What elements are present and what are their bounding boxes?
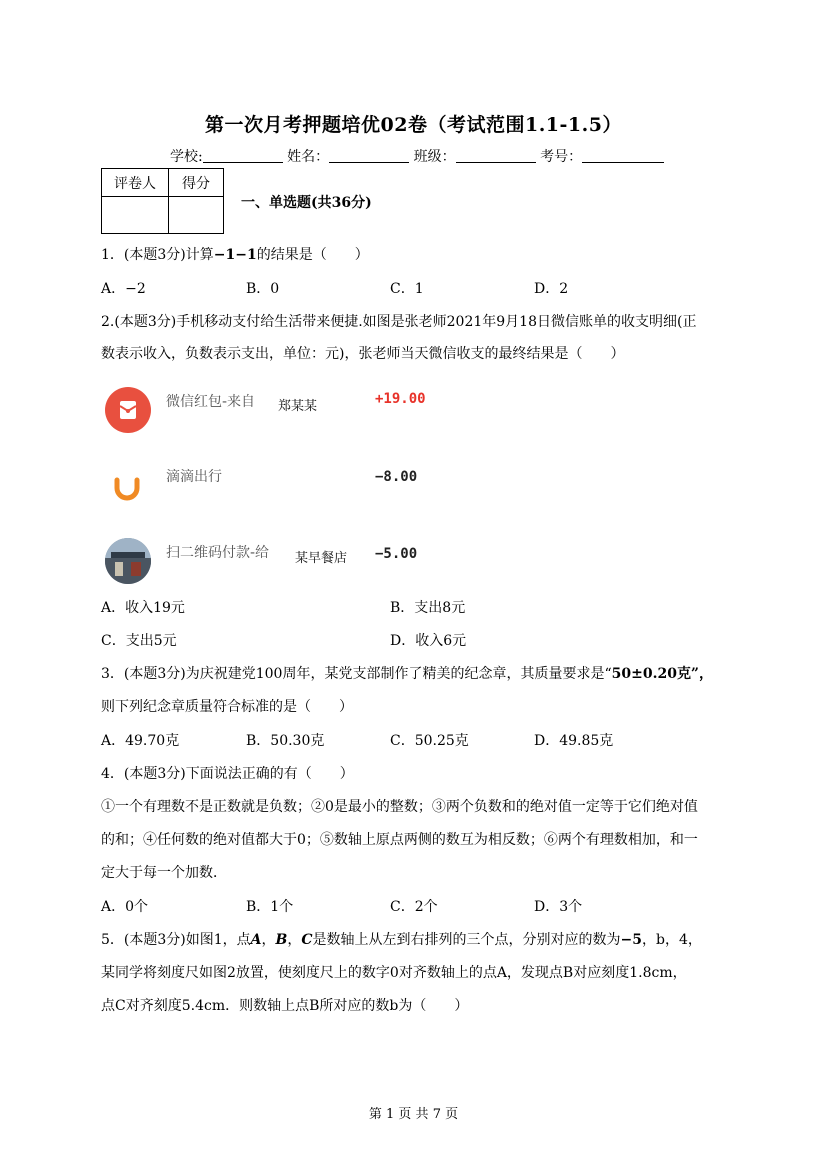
grader-header: 评卷人 [102,169,169,197]
q2-option-a: A．收入19元 [101,600,185,616]
q1-expression: −1−1 [213,247,257,263]
bill-1-name: 郑某某 [278,399,318,414]
red-packet-icon [105,387,151,433]
class-label: 班级： [413,149,456,165]
q5-line-3: 点C对齐刻度5.4cm．则数轴上点B所对应的数b为（ ） [101,998,469,1014]
bill-3-label: 扫二维码付款-给 [166,545,270,561]
bill-3-amount: −5.00 [375,546,418,562]
page-title: 第一次月考押题培优02卷（考试范围1.1-1.5） [205,114,622,136]
q1-stem-end: 的结果是（ ） [256,247,369,263]
bill-1-amount: +19.00 [375,391,426,407]
q4-line-3: 的和；④任何数的绝对值都大于0；⑤数轴上原点两侧的数互为相反数；⑥两个有理数相加，和一 [101,832,698,848]
q4-option-c: C．2个 [390,899,438,915]
q1-option-b: B．0 [246,281,280,297]
q5-negative-five: −5 [620,932,643,948]
q3-line-2: 则下列纪念章质量符合标准的是（ ） [101,699,353,715]
name-blank [329,148,409,163]
q4-line-2: ①一个有理数不是正数就是负数；②0是最小的整数；③两个负数和的绝对值一定等于它们绝对值 [101,799,698,815]
bill-2-amount: −8.00 [375,469,418,485]
q5-line-1-start: 5．(本题3分)如图1，点 [101,932,251,948]
q4-option-a: A．0个 [101,899,149,915]
q3-line-1-end: 克”， [676,666,713,682]
score-cell [169,197,224,234]
q1-option-d: D．2 [534,281,569,297]
q3-option-b: B．50.30克 [246,733,325,749]
section-title: 一、单选题(共36分) [241,195,372,211]
q5-line-1-mid: 是数轴上从左到右排列的三个点，分别对应的数为 [312,932,621,948]
class-blank [456,148,536,163]
school-blank [203,148,283,163]
q4-option-d: D．3个 [534,899,583,915]
number-label: 考号： [540,149,583,165]
school-label: 学校: [170,149,203,165]
q3-option-d: D．49.85克 [534,733,614,749]
q2-line-1: 2.(本题3分)手机移动支付给生活带来便捷.如图是张老师2021年9月18日微信账单的收支明细(正 [101,314,697,330]
bill-3-name: 某早餐店 [295,551,348,566]
q5-line-1-end: ，b，4， [642,932,702,948]
q5-line-2: 某同学将刻度尺如图2放置，使刻度尺上的数字0对齐数轴上的点A，发现点B对应刻度1.8cm， [101,965,687,981]
q4-option-b: B．1个 [246,899,294,915]
q3-option-c: C．50.25克 [390,733,469,749]
shop-photo-icon [105,538,151,584]
bill-2-label: 滴滴出行 [166,469,222,485]
q4-line-1: 4．(本题3分)下面说法正确的有（ ） [101,766,354,782]
q5-point-c: C [301,932,313,948]
page-footer: 第 1 页 共 7 页 [368,1107,459,1122]
bill-row-red-packet [105,387,465,437]
q5-line-1 [101,929,702,949]
q3-option-a: A．49.70克 [101,733,180,749]
q5-point-b: B [275,932,288,948]
didi-icon [105,462,151,508]
bill-row-didi [105,462,465,512]
q1-option-c: C．1 [390,281,424,297]
q2-option-c: C．支出5元 [101,633,177,649]
bill-row-qr-payment [105,538,465,588]
student-info-line [170,146,664,166]
q2-option-b: B．支出8元 [390,600,466,616]
number-blank [582,148,664,163]
q5-separator-1: ， [261,932,276,948]
q4-line-4: 定大于每一个加数． [101,865,227,881]
score-header: 得分 [169,169,224,197]
q5-point-a: A [250,932,262,948]
question-1-stem [101,244,369,264]
q1-stem-text: 1．(本题3分)计算 [101,247,214,263]
q2-option-d: D．收入6元 [390,633,467,649]
name-label: 姓名： [287,149,330,165]
q1-option-a: A．−2 [101,281,146,297]
q3-line-1 [101,663,713,683]
bill-1-label: 微信红包-来自 [166,394,256,410]
q3-line-1-start: 3．(本题3分)为庆祝建党100周年，某党支部制作了精美的纪念章，其质量要求是“ [101,666,612,682]
q3-standard-value: 50±0.20 [611,666,677,682]
q2-line-2: 数表示收入，负数表示支出，单位：元)，张老师当天微信收支的最终结果是（ ） [101,346,625,362]
grading-table [101,168,224,234]
q5-separator-2: ， [287,932,302,948]
grader-cell [102,197,169,234]
